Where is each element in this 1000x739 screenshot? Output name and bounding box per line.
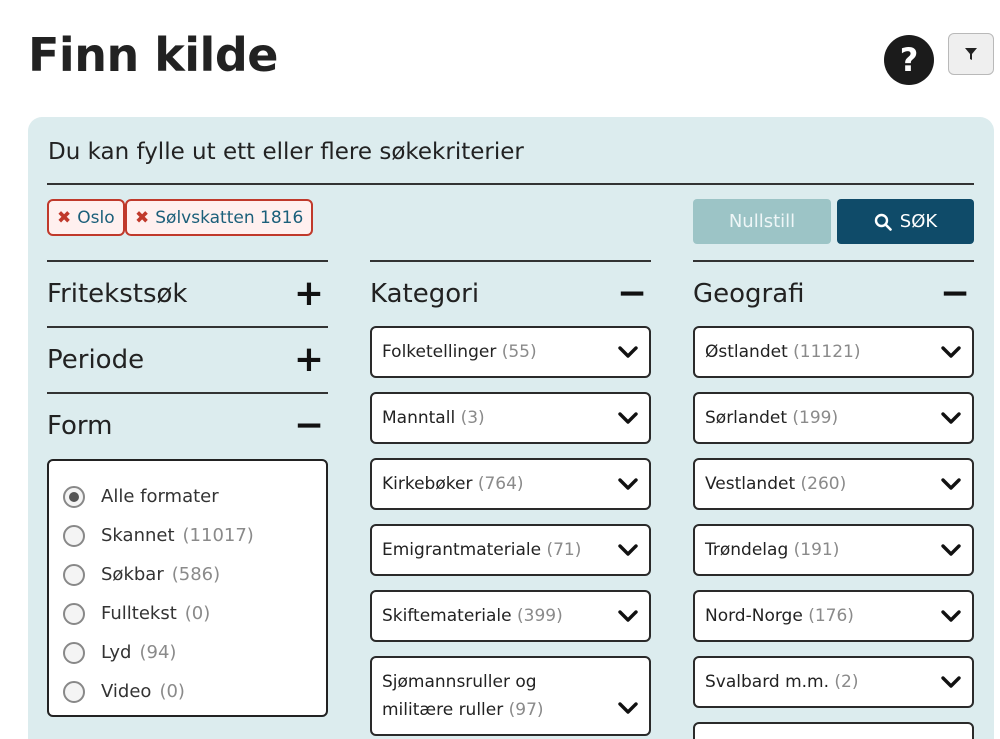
chevron-down-icon	[940, 543, 962, 557]
search-button[interactable]	[837, 199, 974, 244]
section-form[interactable]	[47, 394, 328, 458]
page-title: Finn kilde	[28, 28, 278, 82]
dropdown-folketellinger[interactable]: Folketellinger (55)	[370, 326, 651, 378]
chevron-down-icon	[940, 411, 962, 425]
kategori-column	[370, 260, 651, 739]
dropdown-vestlandet[interactable]: Vestlandet (260)	[693, 458, 974, 510]
dropdown-svalbard[interactable]: Svalbard m.m. (2)	[693, 656, 974, 708]
section-title: Periode	[47, 345, 145, 375]
help-button[interactable]	[884, 35, 934, 85]
chevron-down-icon	[940, 609, 962, 623]
form-options	[47, 459, 328, 717]
radio-option[interactable]: Skannet (11017)	[63, 516, 312, 555]
dropdown-sorlandet[interactable]: Sørlandet (199)	[693, 392, 974, 444]
filter-icon	[964, 47, 978, 61]
collapse-icon[interactable]: −	[616, 273, 647, 314]
dropdown-kirkeboker[interactable]: Kirkebøker (764)	[370, 458, 651, 510]
chip-label: Sølvskatten 1816	[155, 207, 304, 228]
radio-option[interactable]: Fulltekst (0)	[63, 594, 312, 633]
expand-icon[interactable]: +	[293, 273, 324, 314]
radio-option[interactable]: Video (0)	[63, 672, 312, 711]
collapse-icon[interactable]: −	[293, 405, 324, 446]
search-panel	[28, 117, 994, 739]
dropdown-trondelag[interactable]: Trøndelag (191)	[693, 524, 974, 576]
dropdown-skiftemateriale[interactable]: Skiftemateriale (399)	[370, 590, 651, 642]
dropdown-sjomannsruller[interactable]: Sjømannsruller og militære ruller (97)	[370, 656, 651, 736]
question-mark-icon: ?	[899, 41, 919, 79]
geografi-column	[693, 260, 974, 739]
section-title: Form	[47, 411, 113, 441]
chevron-down-icon	[617, 609, 639, 623]
reset-button[interactable]	[693, 199, 831, 244]
section-title: Kategori	[370, 279, 480, 309]
search-label: SØK	[899, 211, 938, 232]
radio-option[interactable]: Søkbar (586)	[63, 555, 312, 594]
radio-button-checked[interactable]	[63, 486, 85, 508]
radio-button[interactable]	[63, 564, 85, 586]
radio-button[interactable]	[63, 642, 85, 664]
section-periode[interactable]	[47, 328, 328, 392]
section-title: Fritekstsøk	[47, 279, 188, 309]
dropdown-ostlandet[interactable]: Østlandet (11121)	[693, 326, 974, 378]
section-fritekstsok[interactable]	[47, 262, 328, 326]
chevron-down-icon	[617, 701, 639, 715]
chevron-down-icon	[617, 345, 639, 359]
remove-icon[interactable]: ✖	[135, 207, 150, 228]
chip-label: Oslo	[77, 207, 115, 228]
chevron-down-icon	[617, 411, 639, 425]
radio-button[interactable]	[63, 681, 85, 703]
collapse-icon[interactable]: −	[939, 273, 970, 314]
radio-button[interactable]	[63, 603, 85, 625]
section-geografi[interactable]	[693, 262, 974, 326]
search-icon	[874, 213, 892, 231]
chip-solvskatten[interactable]	[125, 199, 313, 236]
radio-button[interactable]	[63, 525, 85, 547]
remove-icon[interactable]: ✖	[57, 207, 72, 228]
section-title: Geografi	[693, 279, 805, 309]
chip-oslo[interactable]	[47, 199, 125, 236]
divider	[47, 183, 974, 185]
radio-option[interactable]: Lyd (94)	[63, 633, 312, 672]
section-kategori[interactable]	[370, 262, 651, 326]
dropdown-emigrantmateriale[interactable]: Emigrantmateriale (71)	[370, 524, 651, 576]
expand-icon[interactable]: +	[293, 339, 324, 380]
left-column	[47, 260, 328, 717]
dropdown-partial[interactable]	[693, 722, 974, 739]
chevron-down-icon	[617, 543, 639, 557]
chevron-down-icon	[940, 675, 962, 689]
dropdown-manntall[interactable]: Manntall (3)	[370, 392, 651, 444]
radio-option[interactable]: Alle formater	[63, 477, 312, 516]
reset-label: Nullstill	[728, 211, 796, 232]
filter-toggle-button[interactable]	[948, 33, 994, 75]
chevron-down-icon	[617, 477, 639, 491]
dropdown-nord-norge[interactable]: Nord-Norge (176)	[693, 590, 974, 642]
panel-heading: Du kan fylle ut ett eller flere søkekriterier	[48, 139, 524, 165]
chevron-down-icon	[940, 345, 962, 359]
chevron-down-icon	[940, 477, 962, 491]
